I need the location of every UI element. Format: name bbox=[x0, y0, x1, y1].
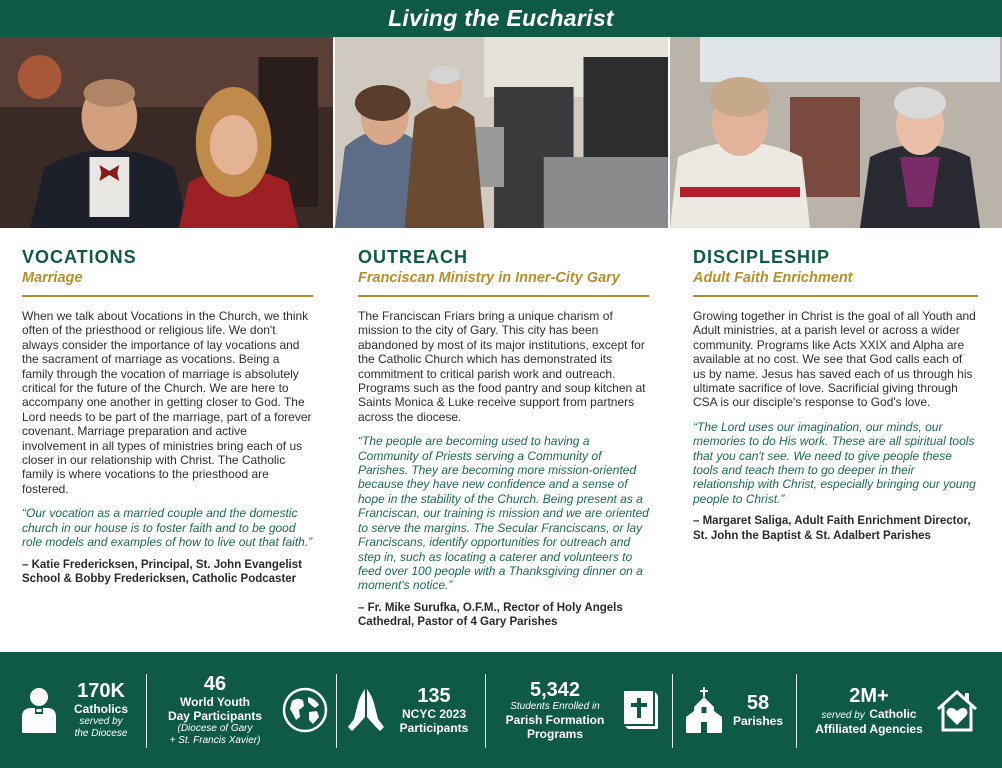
stats-divider bbox=[336, 674, 337, 748]
photo-faith-enrichment bbox=[670, 37, 1002, 228]
wyd-sub-1: (Diocese of Gary bbox=[177, 723, 253, 734]
stat-affiliated-agencies bbox=[806, 670, 984, 750]
stat-parishes bbox=[684, 670, 788, 750]
praying-hands-icon bbox=[348, 687, 384, 733]
agencies-number: 2M+ bbox=[849, 684, 889, 707]
section-subheading-marriage: Marriage bbox=[22, 269, 313, 297]
parishes-number: 58 bbox=[746, 692, 770, 714]
section-subheading-franciscan: Franciscan Ministry in Inner-City Gary bbox=[358, 269, 649, 297]
stat-ncyc bbox=[348, 670, 478, 750]
agencies-label-inline: Catholic bbox=[869, 706, 917, 721]
outreach-attribution: – Fr. Mike Surufka, O.F.M., Rector of Holy Angels Cathedral, Pastor of 4 Gary Parishes bbox=[358, 601, 623, 629]
outreach-quote: “The people are becoming used to having a Community of Priests serving a Community of Parishes. They are becoming more mission-oriented because they have new confidence and a sense of hope in the stability of the Church. Being present as a Franciscan, our training is mission and we are oriented to serve the margins. The Secular Franciscans, or lay Franciscans, identify opportunities for outreach and step in, such as locating a caterer and volunteers to feed over 100 people with a Thanksgiving dinner on a moment's notice.” bbox=[358, 434, 649, 593]
catholics-sub-1: served by bbox=[79, 716, 123, 727]
formation-label-1: Parish Formation bbox=[505, 713, 605, 727]
vocations-quote: “Our vocation as a married couple and the domestic church in our house is to foster faith and to be good role models and examples of how to live out that faith.” bbox=[22, 506, 313, 550]
formation-label-2: Programs bbox=[526, 727, 584, 741]
catholics-label: Catholics bbox=[73, 702, 128, 716]
wyd-label-1: World Youth bbox=[180, 695, 250, 709]
priest-icon bbox=[20, 687, 58, 733]
outreach-body-text: The Franciscan Friars bring a unique charism of mission to the city of Gary. This city has been abandoned by most of its major institutions, except for the Catholic Church which has demonstrated its commitment to critical parish work and outreach. Programs such as the food pantry and soup kitchen at Saints Monica & Luke receive support from partners across the diocese. bbox=[358, 309, 646, 424]
house-heart-icon bbox=[934, 687, 980, 733]
stats-divider bbox=[672, 674, 673, 748]
section-subheading-adult-faith: Adult Faith Enrichment bbox=[693, 269, 978, 297]
stats-divider bbox=[796, 674, 797, 748]
section-heading-vocations: VOCATIONS bbox=[22, 247, 137, 267]
stats-divider bbox=[146, 674, 147, 748]
ncyc-number: 135 bbox=[417, 685, 451, 707]
stat-catholics bbox=[20, 670, 138, 750]
catholics-number: 170K bbox=[77, 680, 125, 702]
agencies-sub-line bbox=[806, 707, 932, 722]
ncyc-label-1: NCYC 2023 bbox=[401, 707, 467, 721]
title-banner bbox=[0, 0, 1002, 37]
section-heading-outreach: OUTREACH bbox=[358, 247, 468, 267]
stats-divider bbox=[485, 674, 486, 748]
formation-sub: Students Enrolled in bbox=[510, 701, 600, 712]
stat-parish-formation bbox=[496, 670, 666, 750]
vocations-attribution: – Katie Fredericksen, Principal, St. John Evangelist School & Bobby Fredericksen, Catholic Podcaster bbox=[22, 558, 302, 585]
discipleship-quote: “The Lord uses our imagination, our minds, our memories to do His work. These are all spiritual tools that you can't see. We need to give people these tools and teach them to go deeper in their relationship with Christ, especially bringing our young people to Christ.” bbox=[693, 419, 976, 506]
photo-soup-kitchen bbox=[335, 37, 670, 228]
agencies-label-2: Affiliated Agencies bbox=[815, 721, 923, 736]
bible-icon bbox=[618, 687, 662, 733]
stats-bar bbox=[0, 652, 1002, 768]
church-icon bbox=[684, 687, 724, 733]
parishes-label: Parishes bbox=[732, 714, 784, 728]
formation-number: 5,342 bbox=[529, 679, 581, 701]
wyd-label-2: Day Participants bbox=[167, 709, 263, 723]
vocations-body-text: When we talk about Vocations in the Church, we think often of the priesthood or religious life. We don't always consider the importance of lay vocations and the sacrament of marriage as vocations. Being a family through the vocation of marriage is absolutely critical for the future of the Church. We are here to accompany one another in getting closer to God. The Lord needs to be part of the marriage, part of a forever covenant. Marriage preparation and active involvement in all types of ministries bring each of us closer in our relationship with Christ. The Catholic family is where vocations to the priesthood are fostered. bbox=[22, 309, 312, 496]
stat-world-youth-day bbox=[152, 670, 330, 750]
photo-strip bbox=[0, 37, 1002, 228]
catholics-sub-2: the Diocese bbox=[74, 728, 128, 739]
ncyc-label-2: Participants bbox=[399, 721, 469, 735]
wyd-number: 46 bbox=[203, 673, 227, 695]
globe-icon bbox=[282, 687, 328, 733]
column-outreach bbox=[358, 246, 649, 630]
section-heading-discipleship: DISCIPLESHIP bbox=[693, 247, 831, 267]
photo-married-couple bbox=[0, 37, 335, 228]
discipleship-body-text: Growing together in Christ is the goal of all Youth and Adult ministries, at a parish level or across a wider community. Programs like Acts XXIX and Alpha are available at no cost. We see that God calls each of us by name. Jesus has saved each of us through his ultimate sacrifice of love. Sacrificial giving through CSA is our disciple's response to God's love. bbox=[693, 309, 976, 410]
column-vocations bbox=[22, 246, 313, 586]
agencies-sub: served by bbox=[821, 709, 865, 721]
wyd-sub-2: + St. Francis Xavier) bbox=[169, 735, 261, 746]
column-discipleship bbox=[693, 246, 978, 543]
page-title: Living the Eucharist bbox=[388, 5, 614, 31]
discipleship-attribution: – Margaret Saliga, Adult Faith Enrichment Director, St. John the Baptist & St. Adalbert Parishes bbox=[693, 515, 971, 542]
